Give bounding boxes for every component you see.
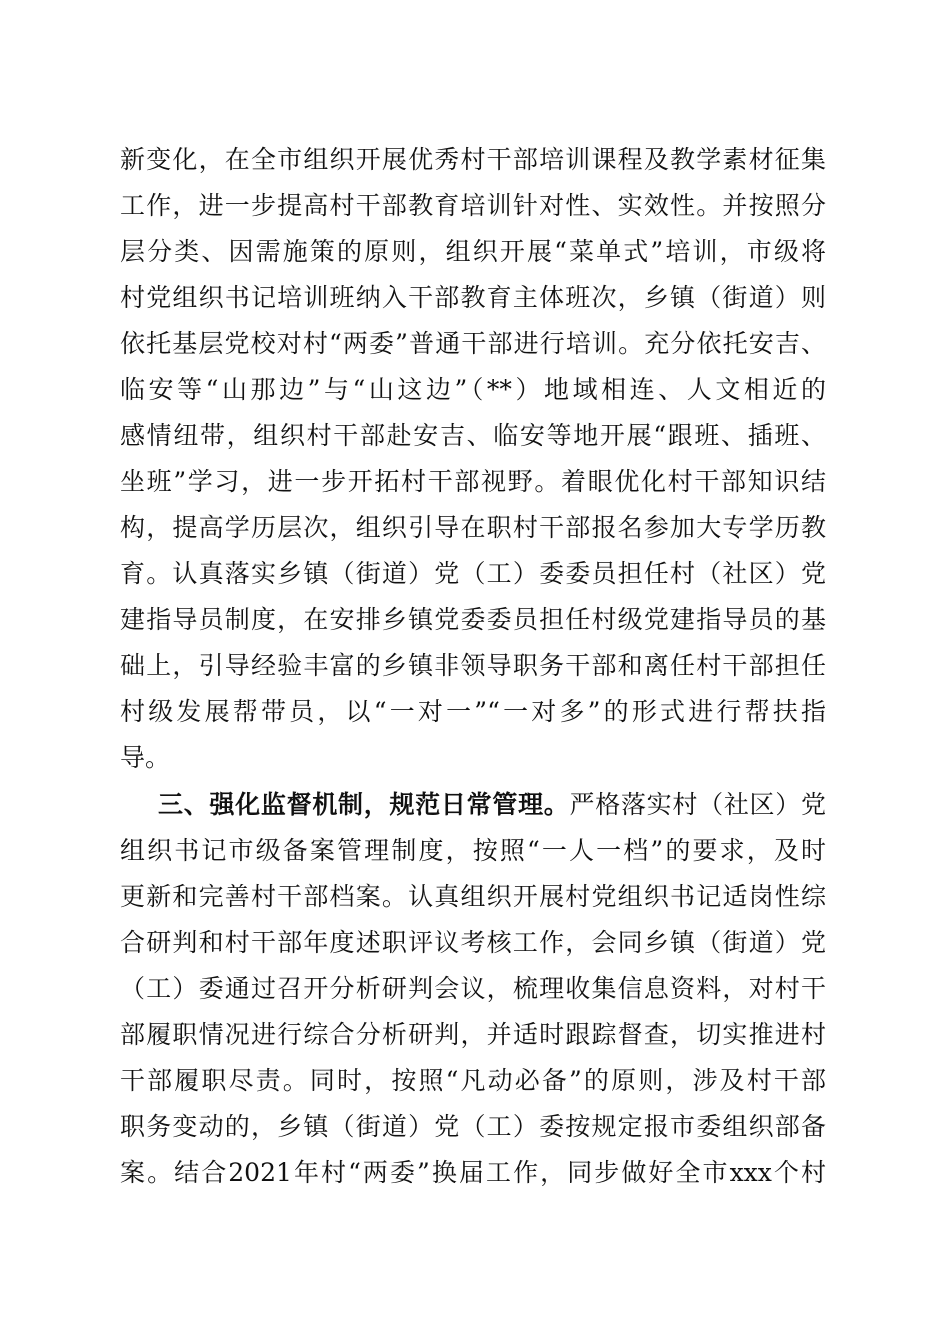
paragraph-line: 村党组织书记培训班纳入干部教育主体班次，乡镇（街道）则 <box>120 283 826 312</box>
paragraph-line: 案。结合2021年村“两委”换届工作，同步做好全市xxx个村 <box>120 1158 826 1187</box>
paragraph-line: 层分类、因需施策的原则，组织开展“菜单式”培训，市级将 <box>120 237 826 266</box>
paragraph-line: 坐班”学习，进一步开拓村干部视野。着眼优化村干部知识结 <box>120 467 826 496</box>
paragraph-line: 导。 <box>120 743 171 772</box>
paragraph-line: 础上，引导经验丰富的乡镇非领导职务干部和离任村干部担任 <box>120 651 826 680</box>
paragraph-line: 干部履职尽责。同时，按照“凡动必备”的原则，涉及村干部 <box>120 1066 826 1095</box>
paragraph-line: 感情纽带，组织村干部赴安吉、临安等地开展“跟班、插班、 <box>120 421 826 450</box>
paragraph-line: 临安等“山那边”与“山这边”（**）地域相连、人文相近的 <box>120 375 826 404</box>
section-3-first-line <box>158 785 826 825</box>
paragraph-line: 更新和完善村干部档案。认真组织开展村党组织书记适岗性综 <box>120 882 826 911</box>
paragraph-line: 工作，进一步提高村干部教育培训针对性、实效性。并按照分 <box>120 191 826 220</box>
paragraph-line: 建指导员制度，在安排乡镇党委委员担任村级党建指导员的基 <box>120 605 826 634</box>
paragraph-line: 新变化，在全市组织开展优秀村干部培训课程及教学素材征集 <box>120 145 826 174</box>
section-3-heading: 三、强化监督机制，规范日常管理。 <box>158 790 570 819</box>
paragraph-line: 构，提高学历层次，组织引导在职村干部报名参加大专学历教 <box>120 513 826 542</box>
section-3-first-line-text: 严格落实村（社区）党 <box>569 790 826 819</box>
paragraph-line: （工）委通过召开分析研判会议，梳理收集信息资料，对村干 <box>120 974 826 1003</box>
paragraph-line: 育。认真落实乡镇（街道）党（工）委委员担任村（社区）党 <box>120 559 826 588</box>
paragraph-line: 职务变动的，乡镇（街道）党（工）委按规定报市委组织部备 <box>120 1112 826 1141</box>
paragraph-line: 村级发展帮带员，以“一对一”“一对多”的形式进行帮扶指 <box>120 697 826 726</box>
paragraph-line: 部履职情况进行综合分析研判，并适时跟踪督查，切实推进村 <box>120 1020 826 1049</box>
paragraph-line: 依托基层党校对村“两委”普通干部进行培训。充分依托安吉、 <box>120 329 826 358</box>
paragraph-line: 合研判和村干部年度述职评议考核工作，会同乡镇（街道）党 <box>120 928 826 957</box>
paragraph-line: 组织书记市级备案管理制度，按照“一人一档”的要求，及时 <box>120 836 826 865</box>
